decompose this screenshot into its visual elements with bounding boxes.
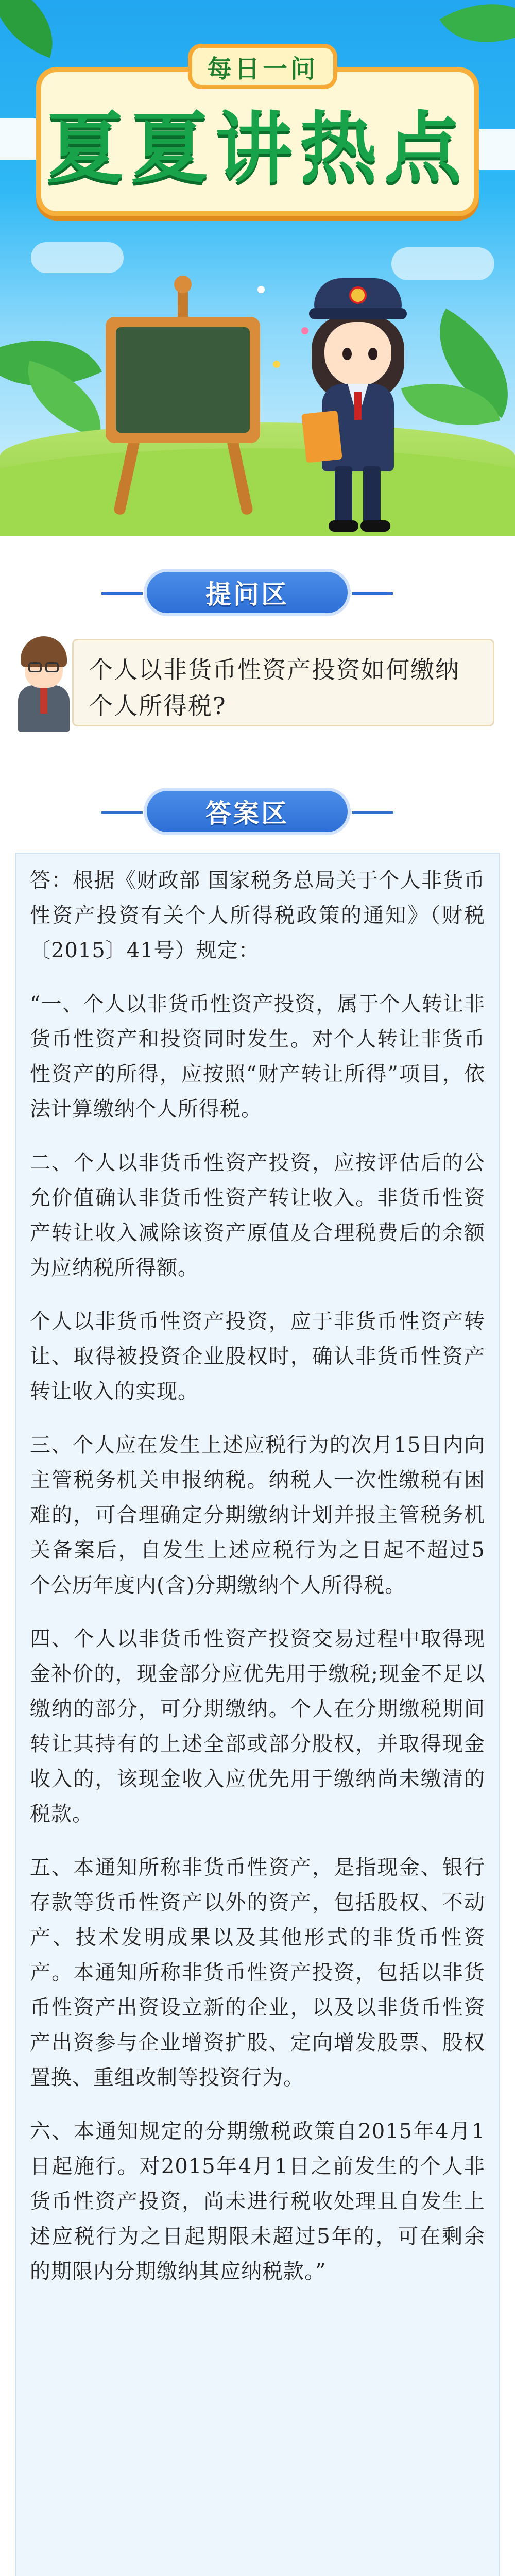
answer-paragraph: 个人以非货币性资产投资，应于非货币性资产转让、取得被投资企业股权时，确认非货币性资产转让收入的实现。 [30, 1310, 485, 1403]
cloud [31, 242, 124, 273]
hero-title: 夏夏讲热点 [46, 104, 469, 194]
title-board [36, 67, 479, 216]
answer-paragraph: 三、个人应在发生上述应税行为的次月15日内向主管税务机关申报纳税。纳税人一次性缴税有困难的，可合理确定分期缴纳计划并报主管税务机关备案后，自发生上述应税行为之日起不超过5个公历年度内(含)分期缴纳个人所得税。 [30, 1433, 485, 1597]
avatar-tie [40, 688, 47, 714]
question-box [72, 639, 494, 726]
character-hat-brim [309, 308, 407, 319]
question-section-label: 提问区 [205, 580, 289, 609]
question-section-tag [147, 572, 348, 613]
glasses-icon [45, 662, 59, 672]
question-text: 个人以非货币性资产投资如何缴纳个人所得税? [89, 656, 460, 720]
answer-section-label: 答案区 [205, 799, 289, 828]
glasses-icon [28, 662, 42, 672]
character-leg [363, 466, 381, 528]
answer-paragraph: 二、个人以非货币性资产投资，应按评估后的公允价值确认非货币性资产转让收入。非货币性资产转让收入减除该资产原值及合理税费后的余额为应纳税所得额。 [30, 1151, 485, 1280]
character-shoe [360, 520, 390, 532]
emblem-icon [349, 286, 367, 304]
daily-question-badge-text: 每日一问 [207, 54, 318, 83]
sparkle-icon [273, 361, 280, 368]
answer-paragraph: 答：根据《财政部 国家税务总局关于个人非货币性资产投资有关个人所得税政策的通知》（财税〔2015〕41号）规定： [30, 869, 485, 962]
grass-hill [0, 448, 515, 536]
answer-paragraph: 六、本通知规定的分期缴税政策自2015年4月1日起施行。对2015年4月1日之前发生的个人非货币性资产投资，尚未进行税收处理且自发生上述应税行为之日起期限未超过5年的，可在剩余的期限内分期缴纳其应纳税款。” [30, 2120, 485, 2283]
character-leg [335, 466, 352, 528]
sparkle-icon [258, 286, 265, 293]
character-eye [342, 348, 352, 360]
sparkle-icon [301, 327, 308, 334]
avatar [15, 636, 72, 732]
easel-knob [174, 276, 192, 293]
answer-paragraph: “一、个人以非货币性资产投资，属于个人转让非货币性资产和投资同时发生。对个人转让非货币性资产的所得，应按照“财产转让所得”项目，依法计算缴纳个人所得税。 [30, 992, 485, 1121]
leaf-decoration [0, 0, 69, 58]
answer-section-tag [147, 791, 348, 832]
answer-paragraph: 四、个人以非货币性资产投资交易过程中取得现金补价的，现金部分应优先用于缴税;现金不足以缴纳的部分，可分期缴纳。个人在分期缴税期间转让其持有的上述全部或部分股权，并取得现金收入的，该现金收入应优先用于缴纳尚未缴清的税款。 [30, 1627, 485, 1826]
folder-icon [301, 411, 342, 463]
character-face [324, 322, 391, 386]
character-eye [368, 348, 377, 360]
character-tie [354, 392, 362, 420]
answer-box [15, 853, 500, 2576]
character-shoe [329, 520, 358, 532]
daily-question-badge [188, 44, 337, 89]
hero-banner [0, 0, 515, 536]
cloud [391, 247, 494, 280]
chalkboard [116, 327, 250, 433]
answer-paragraph: 五、本通知所称非货币性资产，是指现金、银行存款等货币性资产以外的资产，包括股权、不动产、技术发明成果以及其他形式的非货币性资产。本通知所称非货币性资产投资，包括以非货币性资产出资设立新的企业，以及以非货币性资产出资参与企业增资扩股、定向增发股票、股权置换、重组改制等投资行为。 [30, 1856, 485, 2090]
avatar-hair [21, 636, 67, 667]
leaf-decoration [439, 0, 515, 69]
